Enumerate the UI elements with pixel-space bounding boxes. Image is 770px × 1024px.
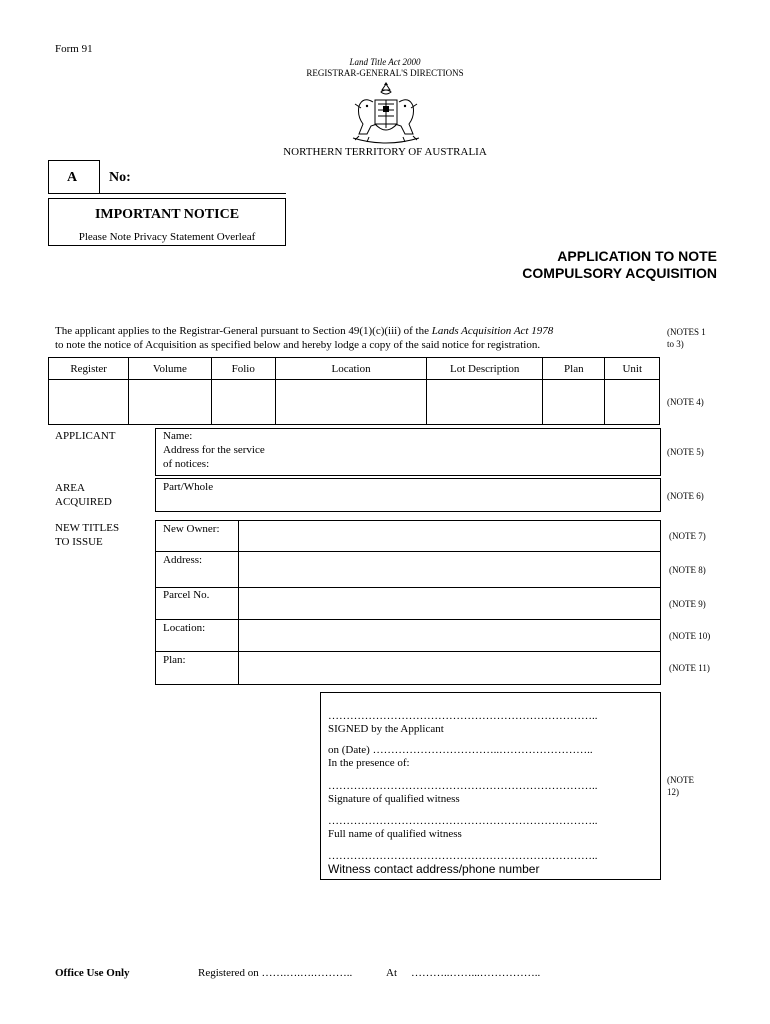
form-number: Form 91 [55, 43, 93, 55]
note-5: (NOTE 5) [667, 447, 704, 457]
directions-title: REGISTRAR-GENERAL'S DIRECTIONS [306, 68, 464, 78]
header-lot-description: Lot Description [427, 358, 543, 380]
header-folio: Folio [211, 358, 275, 380]
register-header-row [49, 358, 660, 380]
box-underline [48, 193, 286, 194]
register-entry-cell[interactable] [49, 380, 129, 425]
lot-description-entry-cell[interactable] [427, 380, 543, 425]
signing-date-line[interactable]: on (Date) ……………………………..…………………….. [328, 744, 593, 756]
document-title-line2: COMPULSORY ACQUISITION [522, 265, 717, 281]
note-12-a: (NOTE [667, 775, 694, 785]
volume-entry-cell[interactable] [129, 380, 211, 425]
note-9: (NOTE 9) [669, 599, 706, 609]
witness-contact-label: Witness contact address/phone number [328, 862, 540, 876]
notes-1-3-label-b: to 3) [667, 339, 684, 349]
register-entry-row [49, 380, 660, 425]
titles-label-a: NEW TITLES [55, 522, 120, 534]
coat-of-arms-emblem [345, 80, 427, 146]
signature-line[interactable]: ……………………………………………………………….. [328, 710, 598, 722]
intro-line1 [55, 325, 553, 337]
plan-label: Plan: [163, 654, 186, 666]
header-register: Register [49, 358, 129, 380]
office-use-label: Office Use Only [55, 967, 130, 979]
header-location: Location [275, 358, 426, 380]
location-entry-cell[interactable] [275, 380, 426, 425]
intro-text: The applicant applies to the Registrar-General pursuant to Section 49(1)(c)(iii) of the [55, 325, 432, 337]
location-input[interactable] [240, 621, 659, 650]
new-owner-label: New Owner: [163, 523, 220, 535]
box-letter: A [67, 170, 78, 185]
area-label-b: ACQUIRED [55, 496, 112, 508]
note-7: (NOTE 7) [669, 531, 706, 541]
applicant-name-label: Name: [163, 430, 193, 442]
area-label-a: AREA [55, 482, 85, 494]
note-6: (NOTE 6) [667, 491, 704, 501]
header-volume: Volume [129, 358, 211, 380]
witness-contact-line[interactable]: ……………………………………………………………….. [328, 850, 598, 862]
applicant-address-label-a: Address for the service [163, 444, 265, 456]
parcel-no-input[interactable] [240, 589, 659, 618]
document-title-line1: APPLICATION TO NOTE [557, 248, 717, 264]
witness-name-line[interactable]: ……………………………………………………………….. [328, 815, 598, 827]
presence-label: In the presence of: [328, 757, 410, 769]
number-label: No: [109, 170, 131, 185]
note-11: (NOTE 11) [669, 663, 710, 673]
intro-act-name: Lands Acquisition Act 1978 [431, 325, 554, 337]
unit-entry-cell[interactable] [605, 380, 660, 425]
area-acquired-field[interactable] [155, 478, 661, 512]
witness-name-label: Full name of qualified witness [328, 828, 462, 840]
at-label: At [386, 967, 397, 979]
notice-title: IMPORTANT NOTICE [94, 207, 240, 222]
act-title: Land Title Act 2000 [349, 57, 421, 67]
parcel-no-label: Parcel No. [163, 589, 210, 601]
registered-on-field: Registered on …….….….……….. [198, 967, 353, 979]
titles-divider-4 [155, 651, 661, 652]
titles-divider-3 [155, 619, 661, 620]
note-10: (NOTE 10) [669, 631, 711, 641]
plan-input[interactable] [240, 653, 659, 684]
new-owner-input[interactable] [240, 522, 659, 550]
titles-divider-2 [155, 587, 661, 588]
titles-divider-vertical [238, 520, 239, 685]
applicant-label: APPLICANT [55, 430, 116, 442]
location-label: Location: [163, 622, 206, 634]
register-table [48, 357, 660, 425]
note-8: (NOTE 8) [669, 565, 706, 575]
witness-signature-line[interactable]: ……………………………………………………………….. [328, 780, 598, 792]
address-input[interactable] [240, 553, 659, 586]
territory-title: NORTHERN TERRITORY OF AUSTRALIA [283, 146, 487, 158]
titles-divider-1 [155, 551, 661, 552]
at-field: ………..……...…………….. [411, 967, 541, 979]
titles-label-b: TO ISSUE [55, 536, 103, 548]
plan-entry-cell[interactable] [543, 380, 605, 425]
notice-subtitle: Please Note Privacy Statement Overleaf [78, 231, 256, 243]
header-plan: Plan [543, 358, 605, 380]
notes-1-3-label-a: (NOTES 1 [667, 327, 706, 337]
applicant-address-label-b: of notices: [163, 458, 210, 470]
header-unit: Unit [605, 358, 660, 380]
address-label: Address: [163, 554, 203, 566]
note-4: (NOTE 4) [667, 397, 704, 407]
witness-signature-label: Signature of qualified witness [328, 793, 460, 805]
part-whole-label: Part/Whole [163, 481, 214, 493]
folio-entry-cell[interactable] [211, 380, 275, 425]
signed-by-applicant-label: SIGNED by the Applicant [328, 723, 444, 735]
note-12-b: 12) [667, 787, 679, 797]
intro-line2: to note the notice of Acquisition as specified below and hereby lodge a copy of the said notice for registration. [55, 339, 541, 351]
